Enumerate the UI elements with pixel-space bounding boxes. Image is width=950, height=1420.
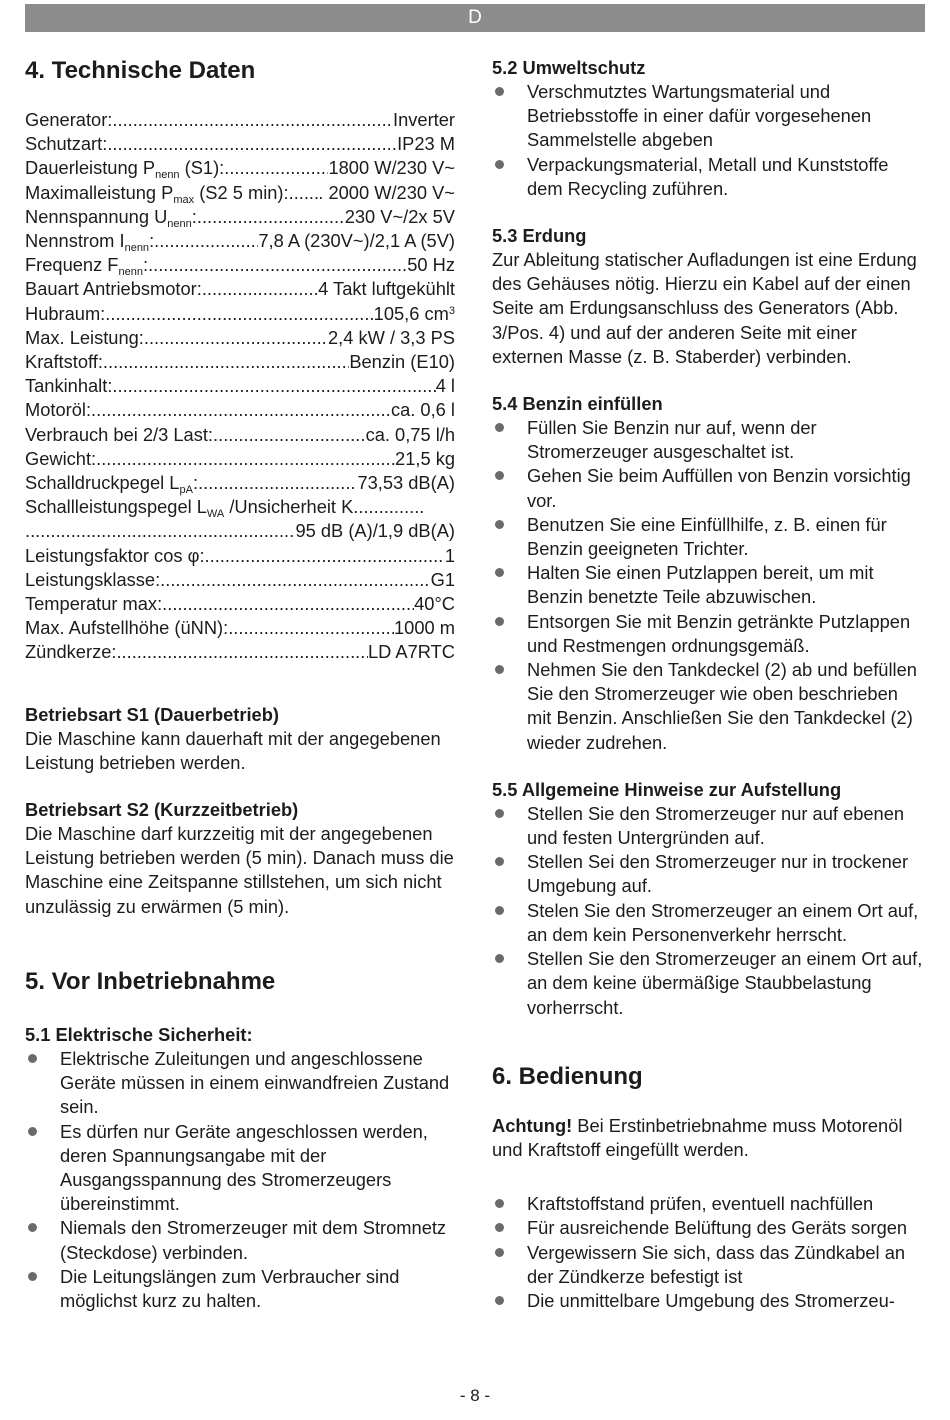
spec-row: Schutzart: ..... IP23 M — [25, 132, 455, 156]
spec-row: Dauerleistung $P_{nenn}$ (S1): ..... 1800 W/230 V~ — [25, 156, 455, 180]
s51-heading: 5.1 Elektrische Sicherheit: — [25, 1023, 253, 1045]
page-number: - 8 - — [459, 1386, 491, 1405]
achtung-text: Bei Erstinbetriebnahme muss Motorenöl und Kraftstoff eingefüllt werden. — [492, 1114, 903, 1160]
spec-row: Frequenz $F_{nenn}$: ..... 50 Hz — [25, 253, 455, 277]
list-item: Stellen Sie den Stromerzeuger nur auf ebenen und festen Untergründen auf. — [492, 802, 925, 850]
spec-row: Schallleistungspegel $L_{WA}$ /Unsicherheit K ..... — [25, 495, 455, 519]
list-item: Stellen Sei den Stromerzeuger nur in trockener Umgebung auf. — [492, 850, 925, 898]
s55-heading: 5.5 Allgemeine Hinweise zur Aufstellung — [492, 778, 842, 800]
list-item: Nehmen Sie den Tankdeckel (2) ab und befüllen Sie den Stromerzeuger wie oben beschrieben mit Benzin. Anschließen Sie den Tankdeckel (2) wieder zudrehen. — [492, 658, 925, 755]
spec-row: Zündkerze: ..... LD A7RTC — [25, 640, 455, 664]
s55-list — [492, 802, 925, 1020]
spec-row: Generator: ..... Inverter — [25, 108, 455, 132]
s54-heading: 5.4 Benzin einfüllen — [492, 393, 663, 415]
list-item: Stellen Sie den Stromerzeuger an einem Ort auf, an dem keine übermäßige Staubbelastung vorherrscht. — [492, 947, 925, 1020]
spec-row: Max. Leistung: ..... 2,4 kW / 3,3 PS — [25, 326, 455, 350]
spec-row: ..... 95 dB (A)/1,9 dB(A) — [25, 519, 455, 543]
s2-text: Die Maschine darf kurzzeitig mit der angegebenen Leistung betrieben werden (5 min). Danach muss die Maschine eine Zeitspanne stillstehen, um sich nicht unzulässig zu erwärmen (5 min). — [25, 823, 454, 917]
list-item: Gehen Sie beim Auffüllen von Benzin vorsichtig vor. — [492, 464, 925, 512]
list-item: Vergewissern Sie sich, dass das Zündkabel an der Zündkerze befestigt ist — [492, 1241, 925, 1289]
s2-heading: Betriebsart S2 (Kurzzeitbetrieb) — [25, 799, 299, 821]
spec-row: Maximalleistung $P_{max}$ (S2 5 min): ..... . 2000 W/230 V~ — [25, 181, 455, 205]
s52-list — [492, 80, 925, 201]
list-item: Die unmittelbare Umgebung des Stromerzeu- — [492, 1289, 925, 1313]
s53-heading: 5.3 Erdung — [492, 225, 587, 247]
bedienung-heading: 6. Bedienung — [492, 1062, 643, 1090]
s6-list — [492, 1192, 925, 1313]
list-item: Benutzen Sie eine Einfüllhilfe, z. B. einen für Benzin geeigneten Trichter. — [492, 513, 925, 561]
list-item: Es dürfen nur Geräte angeschlossen werden, deren Spannungsangabe mit der Ausgangsspannung des Stromerzeugers übereinstimmt. — [25, 1120, 455, 1217]
left-column — [25, 40, 455, 1313]
s51-list — [25, 1047, 455, 1313]
list-item: Stelen Sie den Stromerzeuger an einem Ort auf, an dem kein Personenverkehr herrscht. — [492, 899, 925, 947]
achtung-label: Achtung! — [492, 1114, 573, 1136]
right-column — [492, 40, 925, 1313]
tech-data-heading: 4. Technische Daten — [25, 57, 256, 84]
spec-row: Motoröl: ..... ca. 0,6 l — [25, 398, 455, 422]
list-item: Kraftstoffstand prüfen, eventuell nachfüllen — [492, 1192, 925, 1216]
list-item: Verpackungsmaterial, Metall und Kunststoffe dem Recycling zuführen. — [492, 153, 925, 201]
spec-list — [25, 108, 455, 665]
spec-row: Gewicht: ..... 21,5 kg — [25, 447, 455, 471]
spec-row: Schalldruckpegel $L_{pA}$: ..... 73,53 dB(A) — [25, 471, 455, 495]
spec-row: Max. Aufstellhöhe (üNN): ..... 1000 m — [25, 616, 455, 640]
s54-list — [492, 416, 925, 755]
list-item: Halten Sie einen Putzlappen bereit, um mit Benzin benetzte Teile abzuwischen. — [492, 561, 925, 609]
spec-row: Verbrauch bei 2/3 Last: ..... ca. 0,75 l/h — [25, 423, 455, 447]
list-item: Die Leitungslängen zum Verbraucher sind möglichst kurz zu halten. — [25, 1265, 455, 1313]
list-item: Elektrische Zuleitungen und angeschlossene Geräte müssen in einem einwandfreien Zustand sein. — [25, 1047, 455, 1120]
s1-text: Die Maschine kann dauerhaft mit der angegebenen Leistung betrieben werden. — [25, 727, 441, 773]
spec-row: Leistungsfaktor cos φ: ..... 1 — [25, 544, 455, 568]
spec-row: Leistungsklasse: ..... G1 — [25, 568, 455, 592]
list-item: Niemals den Stromerzeuger mit dem Stromnetz (Steckdose) verbinden. — [25, 1216, 455, 1264]
list-item: Für ausreichende Belüftung des Geräts sorgen — [492, 1216, 925, 1240]
list-item: Verschmutztes Wartungsmaterial und Betriebsstoffe in einer dafür vorgesehenen Sammelstelle abgeben — [492, 80, 925, 153]
language-label: D — [468, 7, 482, 28]
spec-row: Temperatur max: ..... 40°C — [25, 592, 455, 616]
language-header-bar — [25, 4, 925, 32]
list-item: Füllen Sie Benzin nur auf, wenn der Stromerzeuger ausgeschaltet ist. — [492, 416, 925, 464]
spec-row: Nennstrom $I_{nenn}$: ..... 7,8 A (230V~)/2,1 A (5V) — [25, 229, 455, 253]
list-item: Entsorgen Sie mit Benzin getränkte Putzlappen und Restmengen ordnungsgemäß. — [492, 610, 925, 658]
spec-row: Bauart Antriebsmotor: ..... 4 Takt luftgekühlt — [25, 277, 455, 301]
achtung-note — [492, 1114, 925, 1162]
vor-inbetriebnahme-heading: 5. Vor Inbetriebnahme — [25, 967, 276, 995]
spec-row: Hubraum: ..... 105,6 $cm^3$ — [25, 302, 455, 326]
s1-heading: Betriebsart S1 (Dauerbetrieb) — [25, 703, 279, 725]
spec-row: Tankinhalt: ..... 4 l — [25, 374, 455, 398]
s53-text: Zur Ableitung statischer Aufladungen ist eine Erdung des Gehäuses nötig. Hierzu ein Kabel auf der einen Seite am Erdungsanschluss des Generators (Abb. 3/Pos. 4) und auf der anderen Seite mit einer externen Masse (z. B. Staberder) verbinden. — [492, 249, 917, 367]
spec-row: Kraftstoff: ..... Benzin (E10) — [25, 350, 455, 374]
spec-row: Nennspannung $U_{nenn}$: ..... 230 V~/2x 5V — [25, 205, 455, 229]
s52-heading: 5.2 Umweltschutz — [492, 57, 646, 78]
